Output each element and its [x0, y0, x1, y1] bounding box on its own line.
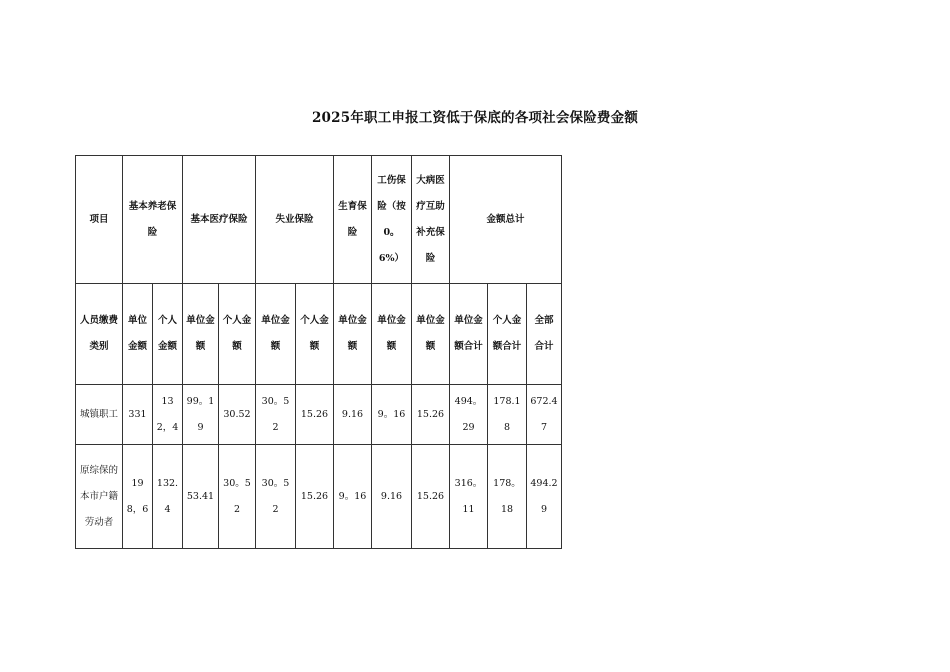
row-category: 城镇职工: [76, 385, 123, 445]
cell-medical-personal: 30.52: [219, 385, 256, 445]
header-pension: 基本养老保险: [123, 156, 183, 284]
header-injury: 工伤保险（按0。6%）: [372, 156, 412, 284]
header-row-2: [76, 284, 562, 385]
cell-total-unit: 494。29: [450, 385, 488, 445]
cell-total-personal: 178。18: [488, 445, 527, 549]
cell-medical-personal: 30。52: [219, 445, 256, 549]
cell-total-all: 494.29: [527, 445, 562, 549]
cell-total-unit: 316。11: [450, 445, 488, 549]
header-medical: 基本医疗保险: [183, 156, 256, 284]
header-injury-unit: 单位金额: [372, 284, 412, 385]
header-total: 金额总计: [450, 156, 562, 284]
header-unemployment-unit: 单位金额: [256, 284, 296, 385]
cell-maternity-unit: 9.16: [334, 385, 372, 445]
header-serious-illness: 大病医疗互助补充保险: [412, 156, 450, 284]
cell-total-all: 672.47: [527, 385, 562, 445]
header-item: 项目: [76, 156, 123, 284]
cell-unemployment-personal: 15.26: [296, 445, 334, 549]
header-total-personal: 个人金额合计: [488, 284, 527, 385]
cell-medical-unit: 99。19: [183, 385, 219, 445]
cell-pension-unit: 198，6: [123, 445, 153, 549]
cell-unemployment-personal: 15.26: [296, 385, 334, 445]
header-total-unit: 单位金额合计: [450, 284, 488, 385]
header-unemployment: 失业保险: [256, 156, 334, 284]
table-row: [76, 385, 562, 445]
header-total-all: 全部合计: [527, 284, 562, 385]
header-category: 人员缴费类别: [76, 284, 123, 385]
row-category: 原综保的本市户籍劳动者: [76, 445, 123, 549]
header-maternity-unit: 单位金额: [334, 284, 372, 385]
header-medical-unit: 单位金额: [183, 284, 219, 385]
table-row: [76, 445, 562, 549]
header-unemployment-personal: 个人金额: [296, 284, 334, 385]
cell-pension-personal: 132，4: [153, 385, 183, 445]
header-serious-illness-unit: 单位金额: [412, 284, 450, 385]
cell-injury-unit: 9.16: [372, 445, 412, 549]
cell-serious-illness-unit: 15.26: [412, 385, 450, 445]
cell-unemployment-unit: 30。52: [256, 445, 296, 549]
header-row-1: [76, 156, 562, 284]
header-pension-personal: 个人金额: [153, 284, 183, 385]
cell-maternity-unit: 9。16: [334, 445, 372, 549]
document-title: 2025年职工申报工资低于保底的各项社会保险费金额: [311, 110, 639, 126]
cell-pension-personal: 132.4: [153, 445, 183, 549]
cell-medical-unit: 53.41: [183, 445, 219, 549]
cell-unemployment-unit: 30。52: [256, 385, 296, 445]
insurance-table: [75, 155, 562, 549]
cell-pension-unit: 331: [123, 385, 153, 445]
cell-injury-unit: 9。16: [372, 385, 412, 445]
header-medical-personal: 个人金额: [219, 284, 256, 385]
cell-serious-illness-unit: 15.26: [412, 445, 450, 549]
header-maternity: 生育保险: [334, 156, 372, 284]
cell-total-personal: 178.18: [488, 385, 527, 445]
header-pension-unit: 单位金额: [123, 284, 153, 385]
